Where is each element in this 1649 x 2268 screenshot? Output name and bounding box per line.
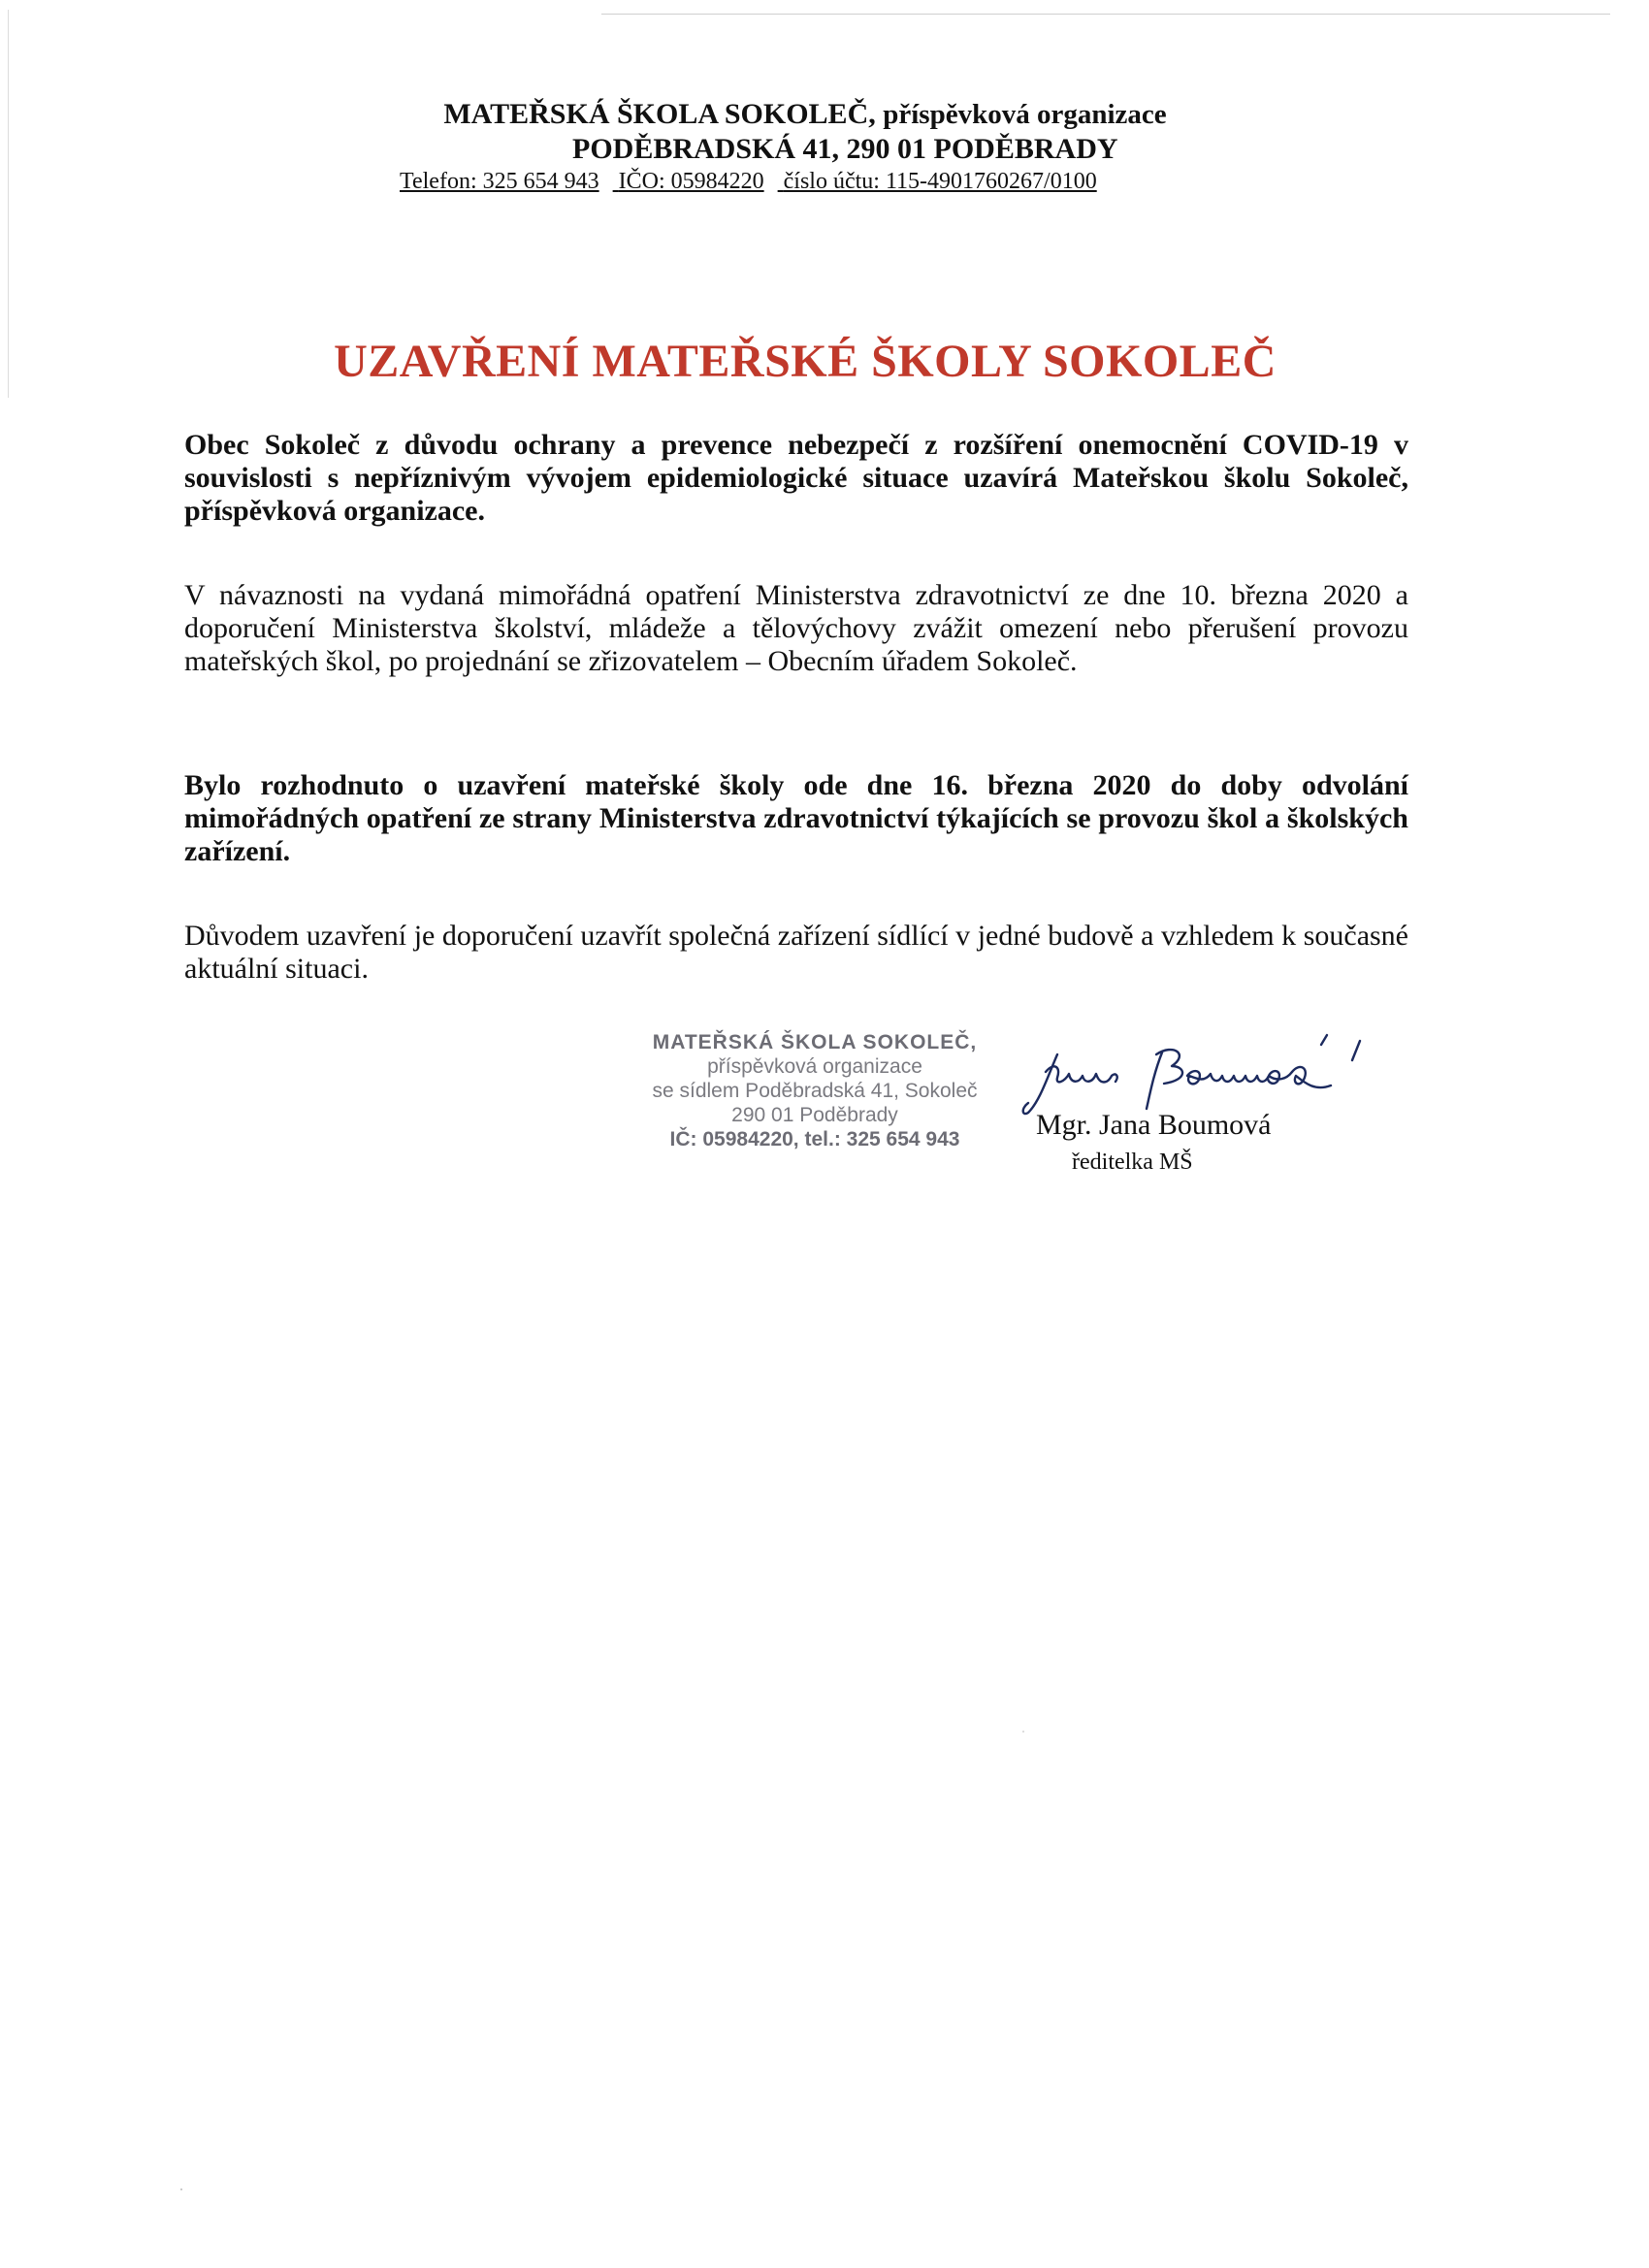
stamp-line-4: 290 01 Poděbrady <box>731 1104 898 1126</box>
stamp-line-1: MATEŘSKÁ ŠKOLA SOKOLEČ, <box>652 1031 978 1053</box>
paragraph-decision: Bylo rozhodnuto o uzavření mateřské školy ode dne 16. března 2020 do doby odvolání mimořádných opatření ze strany Ministerstva zdravotnictví týkajících se provozu škol a školských zařízení. <box>184 769 1408 867</box>
scan-speck <box>1022 1731 1024 1733</box>
bank-account: číslo účtu: 115-4901760267/0100 <box>783 169 1097 194</box>
handwritten-signature <box>1018 1033 1387 1120</box>
phone: Telefon: 325 654 943 <box>400 169 599 194</box>
signer-name: Mgr. Jana Boumová <box>1036 1109 1272 1141</box>
stamp-line-2: příspěvková organizace <box>707 1055 922 1078</box>
school-stamp <box>621 1030 1009 1151</box>
stamp-line-5: IČ: 05984220, tel.: 325 654 943 <box>669 1128 960 1150</box>
paragraph-announcement: Obec Sokoleč z důvodu ochrany a prevence nebezpečí z rozšíření onemocnění COVID-19 v souvislosti s nepříznivým vývojem epidemiologické situace uzavírá Mateřskou školu Sokoleč, příspěvková organizace. <box>184 429 1408 527</box>
letterhead-contacts <box>388 167 1222 196</box>
scan-edge-top <box>601 14 1610 15</box>
scan-speck <box>180 2188 182 2190</box>
stamp-line-3: se sídlem Poděbradská 41, Sokoleč <box>652 1080 978 1102</box>
ico: IČO: 05984220 <box>618 169 764 194</box>
letterhead <box>388 97 1222 196</box>
paragraph-reason: Důvodem uzavření je doporučení uzavřít společná zařízení sídlící v jedné budově a vzhledem k současné aktuální situaci. <box>184 920 1408 985</box>
letterhead-school-line <box>388 97 1222 132</box>
org-type: příspěvková organizace <box>883 99 1167 130</box>
letterhead-address: PODĚBRADSKÁ 41, 290 01 PODĚBRADY <box>572 133 1118 165</box>
document-title: UZAVŘENÍ MATEŘSKÉ ŠKOLY SOKOLEČ <box>334 336 1277 387</box>
paragraph-context: V návaznosti na vydaná mimořádná opatření Ministerstva zdravotnictví ze dne 10. března 2020 a doporučení Ministerstva školství, mládeže a tělovýchovy zvážit omezení nebo přerušení provozu mateřských škol, po projednání se zřizovatelem – Obecním úřadem Sokoleč. <box>184 579 1408 677</box>
signer-role: ředitelka MŠ <box>1072 1150 1193 1175</box>
school-name: MATEŘSKÁ ŠKOLA SOKOLEČ, <box>443 98 876 130</box>
